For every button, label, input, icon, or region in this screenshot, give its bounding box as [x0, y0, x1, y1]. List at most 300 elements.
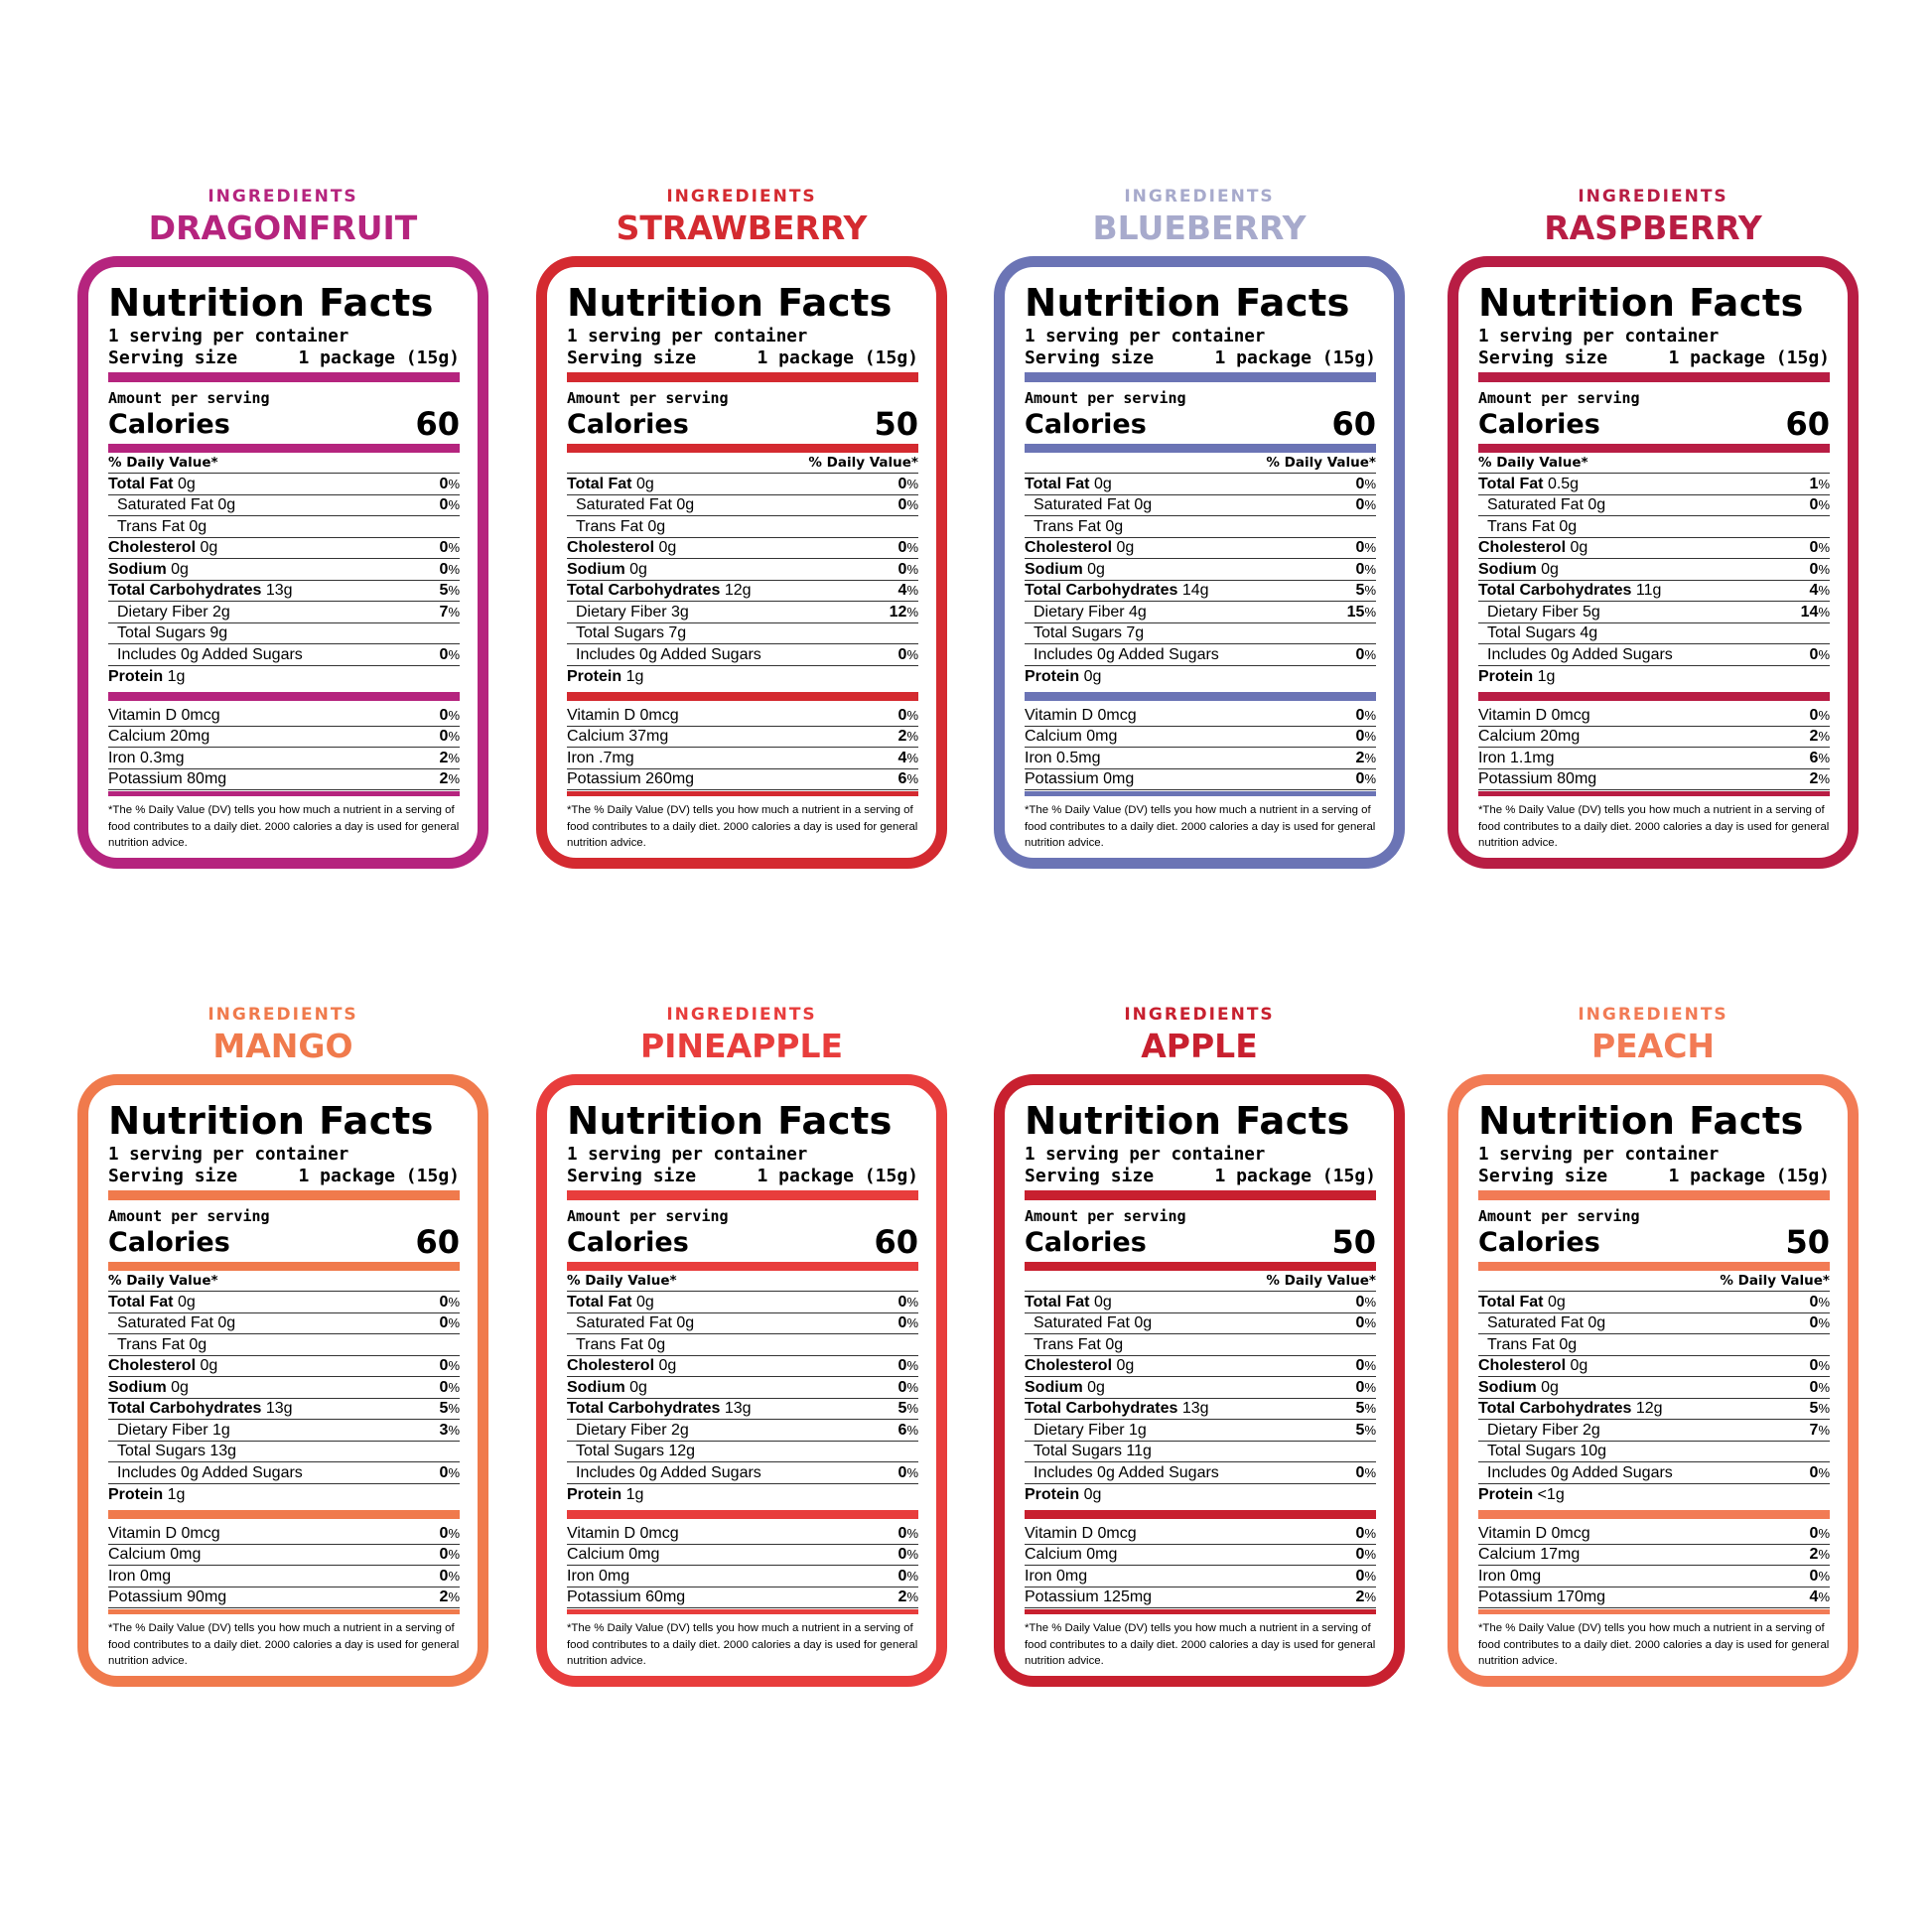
- divider-medium: [108, 1262, 460, 1271]
- nutrient-dv: [1356, 559, 1376, 580]
- mineral-name: Potassium 0mg: [1025, 770, 1135, 787]
- nutrient-amount: 0g: [171, 560, 189, 578]
- nutrient-dv: [1810, 494, 1830, 515]
- percent-sign: %: [1364, 1358, 1376, 1373]
- nutrient-row: [1478, 1484, 1830, 1506]
- calories-label: Calories: [108, 409, 230, 440]
- nutrient-label: Total Sugars 11g: [1034, 1443, 1152, 1459]
- divider-medium: [1478, 1262, 1830, 1271]
- nutrient-label: Saturated Fat 0g: [1487, 1314, 1606, 1331]
- percent-sign: %: [1818, 476, 1830, 491]
- nutrient-row: [1025, 644, 1376, 666]
- nutrient-label: Protein: [108, 668, 164, 685]
- serving-size-label: Serving size: [108, 347, 238, 368]
- product-name: BLUEBERRY: [1092, 208, 1307, 247]
- percent-sign: %: [448, 707, 460, 723]
- mineral-dv: [1356, 1523, 1376, 1544]
- nutrient-label: Trans Fat 0g: [576, 1335, 666, 1353]
- mineral-name: Calcium 0mg: [1025, 1546, 1118, 1563]
- nutrient-dv: [1356, 1355, 1376, 1376]
- dv-percent: 0: [1355, 539, 1365, 556]
- mineral-dv: [1810, 726, 1830, 747]
- nutrient-amount: 13g: [1181, 1400, 1209, 1417]
- dv-percent: 0: [1809, 1378, 1819, 1396]
- product-name: PEACH: [1590, 1027, 1716, 1065]
- nutrient-row: [108, 1356, 460, 1378]
- mineral-name: Iron 0.5mg: [1025, 749, 1101, 766]
- ingredients-label: INGREDIENTS: [1578, 1005, 1728, 1025]
- calories-value: 60: [415, 405, 460, 443]
- dv-percent: 0: [897, 560, 907, 578]
- mineral-dv: [1356, 1544, 1376, 1565]
- nutrient-dv: [898, 1420, 918, 1441]
- nutrient-label: Trans Fat 0g: [117, 1335, 207, 1353]
- percent-sign: %: [1818, 604, 1830, 620]
- dv-percent: 0: [1355, 645, 1365, 663]
- ingredients-label: INGREDIENTS: [666, 1005, 817, 1025]
- servings-per-container: 1 serving per container: [567, 1145, 808, 1165]
- percent-sign: %: [1818, 1547, 1830, 1562]
- servings-per-container: 1 serving per container: [567, 327, 808, 346]
- mineral-name: Iron .7mg: [567, 749, 634, 766]
- nutrient-name: [1478, 1462, 1673, 1483]
- calories-value: 50: [1331, 1223, 1376, 1261]
- nutrient-amount: 0.5g: [1547, 475, 1580, 492]
- nutrient-label: Total Carbohydrates: [1478, 1400, 1632, 1417]
- dv-percent: 0: [1355, 770, 1365, 787]
- nutrient-label: Includes 0g Added Sugars: [117, 645, 303, 663]
- dv-percent: 0: [1355, 1314, 1365, 1331]
- nutrient-amount: 0g: [1093, 475, 1112, 492]
- nutrient-label: Saturated Fat 0g: [117, 496, 236, 513]
- nutrient-name: [567, 474, 654, 494]
- footnote: *The % Daily Value (DV) tells you how much a nutrient in a serving of food contributes to a daily diet. 2000 calories a day is used for general nutrition advice.: [1025, 1622, 1376, 1667]
- nutrient-label: Cholesterol: [1478, 1357, 1567, 1374]
- nutrient-row: [1025, 1442, 1376, 1463]
- percent-sign: %: [906, 729, 918, 744]
- nutrient-row: [567, 1377, 918, 1399]
- nutrient-row: [108, 1399, 460, 1421]
- nutrient-label: Saturated Fat 0g: [1034, 496, 1153, 513]
- mineral-dv: [1356, 1587, 1376, 1607]
- nutrient-name: [567, 494, 694, 515]
- nutrient-dv: [890, 602, 918, 622]
- calories-value: 60: [874, 1223, 918, 1261]
- mineral-name: Vitamin D 0mcg: [567, 706, 679, 724]
- nutrient-name: [108, 1420, 230, 1441]
- dv-percent: 0: [1809, 645, 1819, 663]
- nutrient-amount: 0g: [1087, 560, 1105, 578]
- nutrient-label: Total Sugars 7g: [1034, 624, 1145, 641]
- percent-sign: %: [1818, 583, 1830, 598]
- mineral-row: [1025, 1566, 1376, 1587]
- nutrient-label: Total Sugars 4g: [1487, 624, 1598, 641]
- servings-per-container: 1 serving per container: [1025, 1145, 1266, 1165]
- nutrient-name: [567, 602, 689, 622]
- dv-percent: 5: [1355, 582, 1365, 599]
- percent-sign: %: [1364, 1589, 1376, 1604]
- percent-sign: %: [1364, 561, 1376, 577]
- nutrient-dv: [1356, 1292, 1376, 1312]
- nutrient-dv: [1810, 580, 1830, 601]
- mineral-dv: [1810, 748, 1830, 768]
- nutrient-name: [108, 1334, 207, 1355]
- mineral-name: Iron 0mg: [1478, 1567, 1542, 1585]
- serving-size-value: 1 package (15g): [1214, 347, 1376, 368]
- percent-sign: %: [1364, 1525, 1376, 1541]
- percent-sign: %: [448, 1525, 460, 1541]
- percent-sign: %: [906, 1379, 918, 1395]
- mineral-dv: [1810, 1544, 1830, 1565]
- serving-size-row: [1025, 347, 1376, 369]
- nutrient-row: [108, 666, 460, 688]
- nutrient-dv: [898, 474, 918, 494]
- dv-percent: 0: [1809, 560, 1819, 578]
- nutrient-row: [1478, 602, 1830, 623]
- divider-medium: [1025, 1262, 1376, 1271]
- product-heading: [77, 187, 488, 248]
- nutrient-dv: [1356, 537, 1376, 558]
- nutrient-amount: 0g: [1570, 1357, 1588, 1374]
- percent-sign: %: [448, 1294, 460, 1310]
- percent-sign: %: [448, 1379, 460, 1395]
- product-heading: [1448, 187, 1859, 248]
- nutrient-name: [567, 622, 686, 643]
- percent-sign: %: [906, 1358, 918, 1373]
- percent-sign: %: [1364, 1568, 1376, 1584]
- nutrient-label: Protein: [1025, 668, 1080, 685]
- nutrient-row: [567, 516, 918, 538]
- percent-sign: %: [1364, 1422, 1376, 1438]
- mineral-dv: [898, 705, 918, 726]
- nutrient-label: Total Carbohydrates: [567, 1400, 721, 1417]
- nutrient-name: [1478, 494, 1605, 515]
- calories-value: 60: [1331, 405, 1376, 443]
- nutrient-label: Total Sugars 10g: [1487, 1443, 1607, 1459]
- dv-percent: 2: [439, 1588, 449, 1605]
- servings-per-container: 1 serving per container: [1478, 1145, 1720, 1165]
- percent-sign: %: [448, 1547, 460, 1562]
- divider-medium: [108, 444, 460, 453]
- nutrient-dv: [1356, 580, 1376, 601]
- nutrient-name: [108, 644, 303, 665]
- nutrient-dv: [1356, 1462, 1376, 1483]
- footnote: *The % Daily Value (DV) tells you how much a nutrient in a serving of food contributes to a daily diet. 2000 calories a day is used for general nutrition advice.: [1478, 804, 1830, 849]
- nutrient-name: [108, 1312, 235, 1333]
- nutrient-name: [108, 1355, 217, 1376]
- percent-sign: %: [1364, 1379, 1376, 1395]
- percent-sign: %: [906, 1464, 918, 1480]
- nutrient-name: [108, 666, 185, 687]
- calories-label: Calories: [1025, 1227, 1147, 1258]
- dv-percent: 2: [1355, 1588, 1365, 1605]
- nutrient-row: [1478, 1334, 1830, 1356]
- nutrient-name: [108, 559, 189, 580]
- nutrient-amount: 0g: [1570, 539, 1588, 556]
- nutrient-dv: [1810, 559, 1830, 580]
- mineral-dv: [440, 1523, 460, 1544]
- dv-percent: 7: [439, 603, 449, 621]
- nutrient-row: [567, 1420, 918, 1442]
- dv-percent: 0: [1809, 1314, 1819, 1331]
- nutrient-label: Trans Fat 0g: [576, 517, 666, 535]
- mineral-name: Vitamin D 0mcg: [567, 1524, 679, 1542]
- percent-sign: %: [906, 1294, 918, 1310]
- dv-percent: 4: [1809, 582, 1819, 599]
- nutrient-label: Dietary Fiber 2g: [117, 603, 230, 621]
- nutrient-dv: [898, 580, 918, 601]
- percent-sign: %: [906, 1401, 918, 1416]
- dv-percent: 0: [439, 475, 449, 492]
- serving-size-row: [567, 1166, 918, 1187]
- nutrient-dv: [898, 494, 918, 515]
- nutrient-dv: [898, 1398, 918, 1419]
- divider-footer: [108, 1609, 460, 1614]
- nutrient-label: Sodium: [1478, 1378, 1537, 1396]
- dv-percent: 0: [439, 706, 449, 724]
- nutrient-dv: [440, 580, 460, 601]
- nutrient-dv: [898, 1292, 918, 1312]
- calories-label: Calories: [567, 409, 689, 440]
- nutrient-label: Protein: [567, 668, 622, 685]
- dv-percent: 0: [439, 1314, 449, 1331]
- mineral-name: Vitamin D 0mcg: [1025, 706, 1137, 724]
- product-heading: [77, 1005, 488, 1066]
- product-pineapple: [536, 1005, 947, 1687]
- nutrient-amount: 0g: [1116, 539, 1135, 556]
- mineral-dv: [1810, 1523, 1830, 1544]
- nutrient-row: [1025, 1462, 1376, 1484]
- nutrient-dv: [898, 537, 918, 558]
- nutrient-label: Cholesterol: [108, 539, 197, 556]
- nutrient-amount: 0g: [635, 475, 654, 492]
- amount-per-serving: Amount per serving: [1025, 389, 1186, 407]
- percent-sign: %: [906, 476, 918, 491]
- nutrient-name: [567, 537, 676, 558]
- percent-sign: %: [1818, 1358, 1830, 1373]
- footnote: *The % Daily Value (DV) tells you how much a nutrient in a serving of food contributes to a daily diet. 2000 calories a day is used for general nutrition advice.: [567, 1622, 918, 1667]
- nutrient-name: [1025, 580, 1209, 601]
- nutrient-label: Protein: [567, 1486, 622, 1503]
- dv-percent: 0: [897, 475, 907, 492]
- calories-row: [567, 405, 918, 443]
- nutrient-row: [108, 602, 460, 623]
- nutrient-dv: [1810, 1312, 1830, 1333]
- dv-percent: 0: [1355, 1546, 1365, 1563]
- percent-sign: %: [1818, 561, 1830, 577]
- dv-percent: 0: [439, 560, 449, 578]
- dv-percent: 2: [1355, 749, 1365, 766]
- mineral-dv: [898, 1544, 918, 1565]
- nutrition-facts-label: [536, 256, 947, 869]
- dv-percent: 0: [1355, 560, 1365, 578]
- nutrient-name: [1478, 602, 1600, 622]
- mineral-name: Calcium 37mg: [567, 728, 669, 745]
- dv-percent: 0: [1355, 1293, 1365, 1311]
- servings-per-container: 1 serving per container: [108, 327, 349, 346]
- nutrient-label: Total Fat: [1025, 475, 1090, 492]
- amount-per-serving: Amount per serving: [567, 389, 729, 407]
- divider-footer: [1478, 1609, 1830, 1614]
- nutrient-label: Dietary Fiber 1g: [1034, 1421, 1147, 1439]
- nutrient-label: Total Sugars 9g: [117, 624, 228, 641]
- nutrient-row: [108, 581, 460, 603]
- nutrient-row: [1025, 1313, 1376, 1335]
- nutrient-name: [567, 1334, 665, 1355]
- nutrient-label: Includes 0g Added Sugars: [1034, 645, 1219, 663]
- divider-thick: [1478, 1510, 1830, 1519]
- mineral-name: Iron 1.1mg: [1478, 749, 1555, 766]
- nutrient-name: [1478, 622, 1597, 643]
- nutrient-label: Total Fat: [1478, 475, 1544, 492]
- nutrient-dv: [1810, 1398, 1830, 1419]
- nutrient-row: [1025, 1420, 1376, 1442]
- mineral-name: Iron 0mg: [1025, 1567, 1088, 1585]
- dv-percent: 0: [1355, 728, 1365, 745]
- nutrient-row: [108, 559, 460, 581]
- nutrient-dv: [1356, 644, 1376, 665]
- nutrient-row: [1478, 1292, 1830, 1313]
- nutrient-name: [1025, 516, 1123, 537]
- nutrient-dv: [440, 474, 460, 494]
- nutrient-dv: [1810, 644, 1830, 665]
- nutrient-row: [108, 538, 460, 560]
- dv-percent: 0: [897, 1314, 907, 1331]
- nutrient-row: [108, 1334, 460, 1356]
- nutrient-amount: 0g: [200, 539, 218, 556]
- dv-percent: 2: [897, 1588, 907, 1605]
- divider-thick: [1478, 372, 1830, 382]
- nutrient-label: Includes 0g Added Sugars: [576, 1463, 761, 1481]
- nutrition-facts-label: [77, 256, 488, 869]
- nutrient-name: [567, 516, 665, 537]
- nutrient-dv: [1356, 1377, 1376, 1398]
- mineral-name: Calcium 0mg: [108, 1546, 202, 1563]
- nutrient-label: Saturated Fat 0g: [1034, 1314, 1153, 1331]
- nutrient-name: [108, 1292, 196, 1312]
- nutrient-label: Total Sugars 13g: [117, 1443, 237, 1459]
- mineral-name: Calcium 0mg: [567, 1546, 660, 1563]
- nutrient-name: [1025, 1462, 1219, 1483]
- dv-percent: 0: [1809, 539, 1819, 556]
- nutrient-row: [567, 495, 918, 517]
- nutrient-name: [1025, 1334, 1123, 1355]
- mineral-row: [1478, 1545, 1830, 1567]
- mineral-row: [108, 1523, 460, 1545]
- dv-percent: 4: [897, 749, 907, 766]
- nutrient-label: Saturated Fat 0g: [576, 496, 695, 513]
- dv-percent: 0: [439, 1378, 449, 1396]
- product-heading: [536, 1005, 947, 1066]
- serving-size-label: Serving size: [1478, 347, 1608, 368]
- dv-percent: 0: [1809, 496, 1819, 513]
- mineral-dv: [1356, 768, 1376, 789]
- nutrient-label: Saturated Fat 0g: [576, 1314, 695, 1331]
- dv-percent: 0: [1809, 1463, 1819, 1481]
- serving-size-value: 1 package (15g): [1668, 347, 1830, 368]
- nutrient-row: [567, 1442, 918, 1463]
- nutrient-label: Saturated Fat 0g: [117, 1314, 236, 1331]
- divider-medium: [567, 444, 918, 453]
- percent-sign: %: [906, 1568, 918, 1584]
- nutrient-row: [1478, 1313, 1830, 1335]
- nutrient-label: Total Carbohydrates: [1025, 1400, 1178, 1417]
- nutrient-dv: [1356, 494, 1376, 515]
- nutrient-row: [1478, 1462, 1830, 1484]
- percent-sign: %: [1364, 540, 1376, 555]
- nutrient-name: [1478, 1420, 1600, 1441]
- calories-label: Calories: [108, 1227, 230, 1258]
- servings-per-container: 1 serving per container: [108, 1145, 349, 1165]
- nutrient-dv: [1347, 602, 1376, 622]
- nutrition-facts-label: [994, 1074, 1405, 1687]
- calories-value: 60: [1785, 405, 1830, 443]
- product-name: STRAWBERRY: [616, 208, 868, 247]
- dv-percent: 0: [897, 1293, 907, 1311]
- daily-value-header: % Daily Value*: [1478, 1271, 1830, 1292]
- divider-thick: [567, 1510, 918, 1519]
- nutrient-label: Cholesterol: [567, 1357, 655, 1374]
- mineral-dv: [440, 705, 460, 726]
- nutrient-label: Dietary Fiber 1g: [117, 1421, 230, 1439]
- mineral-name: Potassium 260mg: [567, 770, 695, 787]
- nutrient-row: [1025, 623, 1376, 645]
- divider-footer: [1478, 791, 1830, 796]
- nutrient-row: [1025, 1356, 1376, 1378]
- nutrient-amount: 14g: [1181, 582, 1209, 599]
- nutrient-amount: 0g: [177, 1293, 196, 1311]
- nutrition-facts-title: Nutrition Facts: [1478, 281, 1804, 326]
- mineral-dv: [1810, 1587, 1830, 1607]
- dv-percent: 6: [897, 770, 907, 787]
- percent-sign: %: [1364, 583, 1376, 598]
- nutrient-amount: 12g: [724, 582, 752, 599]
- nutrient-name: [1478, 1292, 1566, 1312]
- dv-percent: 0: [897, 1357, 907, 1374]
- dv-percent: 0: [1809, 706, 1819, 724]
- mineral-row: [1478, 1523, 1830, 1545]
- mineral-dv: [1810, 705, 1830, 726]
- product-name: APPLE: [1141, 1027, 1258, 1065]
- dv-percent: 0: [1355, 706, 1365, 724]
- nutrient-name: [1025, 602, 1147, 622]
- dv-percent: 0: [897, 1463, 907, 1481]
- nutrient-row: [1025, 559, 1376, 581]
- percent-sign: %: [448, 476, 460, 491]
- nutrient-dv: [898, 1355, 918, 1376]
- nutrient-name: [1478, 1441, 1606, 1461]
- dv-percent: 0: [439, 728, 449, 745]
- divider-footer: [567, 1609, 918, 1614]
- percent-sign: %: [1364, 771, 1376, 786]
- nutrient-dv: [898, 1377, 918, 1398]
- nutrient-label: Trans Fat 0g: [117, 517, 207, 535]
- nutrient-amount: 0g: [658, 539, 677, 556]
- nutrient-label: Total Carbohydrates: [567, 582, 721, 599]
- serving-size-row: [1478, 347, 1830, 369]
- footnote: *The % Daily Value (DV) tells you how much a nutrient in a serving of food contributes to a daily diet. 2000 calories a day is used for general nutrition advice.: [1025, 804, 1376, 849]
- nutrient-amount: 13g: [265, 582, 293, 599]
- nutrient-name: [1025, 1484, 1101, 1505]
- divider-medium: [567, 1262, 918, 1271]
- product-name: PINEAPPLE: [639, 1027, 844, 1065]
- dv-percent: 5: [439, 1400, 449, 1417]
- serving-size-row: [1478, 1166, 1830, 1187]
- mineral-row: [108, 1566, 460, 1587]
- product-heading: [1448, 1005, 1859, 1066]
- nutrient-label: Includes 0g Added Sugars: [117, 1463, 303, 1481]
- nutrient-name: [1025, 494, 1152, 515]
